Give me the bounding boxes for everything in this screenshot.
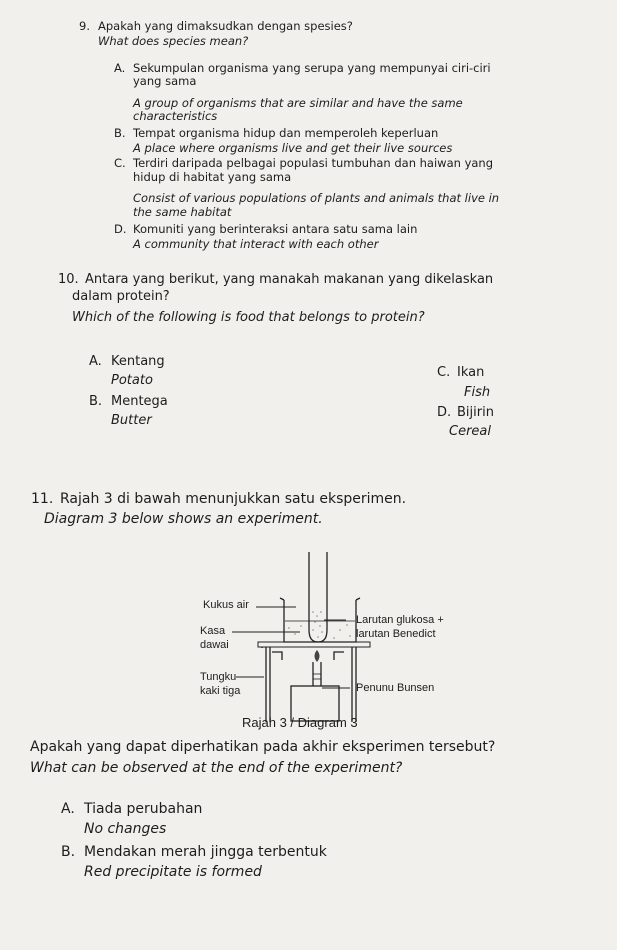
label-burner: Penunu Bunsen: [356, 682, 435, 694]
q9-option-d-ms: Komuniti yang berinteraksi antara satu sama lain: [133, 222, 418, 236]
q9-option-c-en-2: the same habitat: [133, 205, 232, 219]
q10-option-c-ms: Ikan: [457, 365, 485, 380]
q10-option-c-letter: C.: [437, 365, 451, 380]
q9-question-en: What does species mean?: [98, 34, 249, 48]
q9-option-b-ms: Tempat organisma hidup dan memperoleh keperluan: [133, 126, 439, 140]
q9-question-ms: Apakah yang dimaksudkan dengan spesies?: [98, 19, 353, 33]
flame-icon: [315, 650, 320, 662]
q9-option-c-ms: Terdiri daripada pelbagai populasi tumbuhan dan haiwan yang: [133, 156, 494, 170]
q10-option-a-letter: A.: [89, 354, 102, 369]
label-wire-gauze-2: dawai: [200, 639, 229, 651]
tripod-stand: [262, 647, 356, 722]
label-tripod-1: Tungku: [200, 671, 237, 683]
q9-option-a-ms-2: yang sama: [133, 74, 197, 88]
q10-option-d-ms: Bijirin: [457, 405, 494, 420]
q11-intro-ms: Rajah 3 di bawah menunjukkan satu eksperimen.: [60, 491, 407, 507]
label-wire-gauze-1: Kasa: [200, 625, 226, 637]
diagram-caption: Rajah 3 / Diagram 3: [242, 715, 358, 730]
q11-option-a-ms: Tiada perubahan: [84, 801, 203, 817]
q10-option-b-en: Butter: [111, 413, 152, 428]
q10-number: 10.: [58, 272, 79, 287]
q9-option-b-en: A place where organisms live and get their live sources: [133, 141, 453, 155]
test-tube: [309, 552, 327, 642]
q10-option-d-en: Cereal: [449, 424, 491, 439]
q9-option-b-letter: B.: [114, 126, 126, 140]
q11-intro-en: Diagram 3 below shows an experiment.: [44, 511, 323, 527]
q9-option-a-ms: Sekumpulan organisma yang serupa yang mempunyai ciri-ciri: [133, 61, 491, 75]
label-solution-1: Larutan glukosa +: [356, 614, 444, 626]
label-water-bath: Kukus air: [203, 599, 249, 611]
q10-option-b-ms: Mentega: [111, 394, 168, 409]
wire-gauze: [258, 642, 370, 647]
q11-question-ms: Apakah yang dapat diperhatikan pada akhir eksperimen tersebut?: [30, 739, 496, 755]
q11-option-b-letter: B.: [61, 844, 76, 860]
q10-option-a-en: Potato: [111, 373, 153, 388]
q10-option-d-letter: D.: [437, 405, 452, 420]
q11-question-en: What can be observed at the end of the experiment?: [30, 760, 403, 776]
q11-number: 11.: [31, 491, 54, 507]
q9-option-d-letter: D.: [114, 222, 127, 236]
label-tripod-2: kaki tiga: [200, 685, 241, 697]
q10-option-c-en: Fish: [464, 385, 491, 400]
q10-question-en: Which of the following is food that belongs to protein?: [72, 310, 425, 325]
q11-option-a-en: No changes: [84, 821, 167, 837]
q9-option-a-en: A group of organisms that are similar and have the same: [133, 96, 463, 110]
q9-option-c-en: Consist of various populations of plants and animals that live in: [133, 191, 500, 205]
q9-option-d-en: A community that interact with each other: [133, 237, 379, 251]
q11-option-b-ms: Mendakan merah jingga terbentuk: [84, 844, 327, 860]
q9-option-a-en-2: characteristics: [133, 109, 218, 123]
q9-option-a-letter: A.: [114, 61, 126, 75]
q10-option-a-ms: Kentang: [111, 354, 165, 369]
q9-number: 9.: [79, 19, 90, 33]
label-solution-2: larutan Benedict: [356, 628, 436, 640]
q10-question-ms-2: dalam protein?: [72, 289, 170, 304]
q10-option-b-letter: B.: [89, 394, 103, 409]
q9-option-c-letter: C.: [114, 156, 126, 170]
q11-option-a-letter: A.: [61, 801, 75, 817]
q11-option-b-en: Red precipitate is formed: [84, 864, 262, 880]
q9-option-c-ms-2: hidup di habitat yang sama: [133, 170, 292, 184]
q10-question-ms: Antara yang berikut, yang manakah makanan yang dikelaskan: [85, 272, 494, 287]
